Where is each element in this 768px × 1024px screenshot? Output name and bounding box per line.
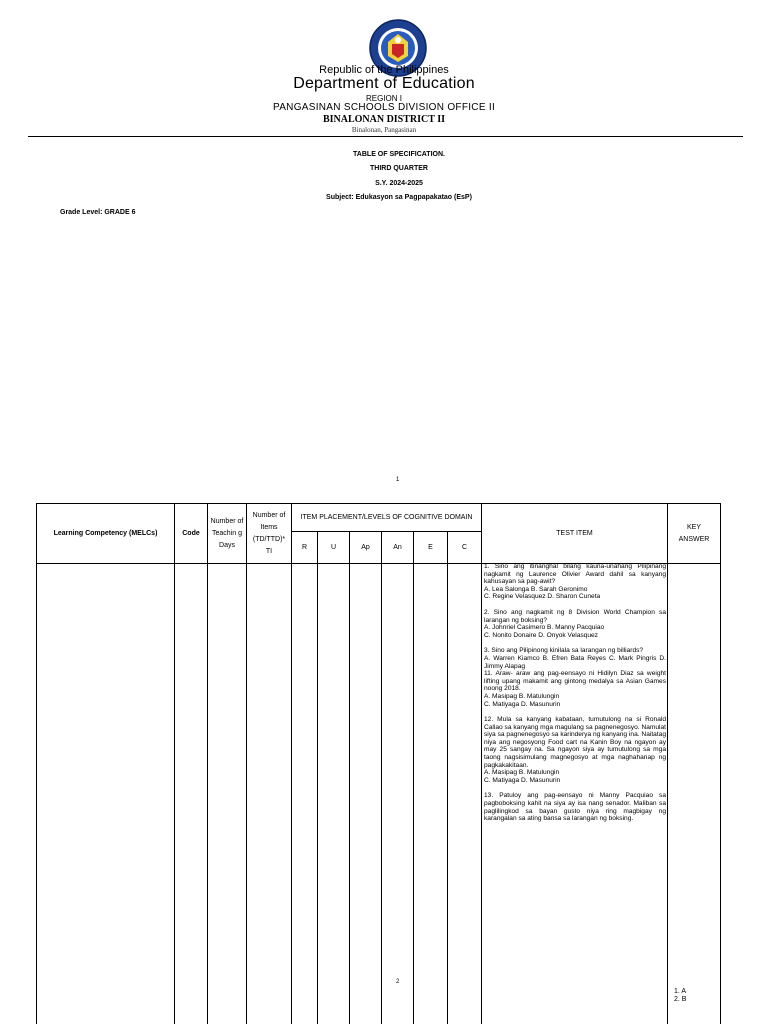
quarter-title: THIRD QUARTER	[370, 165, 428, 172]
level-analyzing: An	[393, 543, 402, 551]
page-number: 1	[396, 477, 400, 483]
col-line	[481, 503, 482, 1024]
doc-title: TABLE OF SPECIFICATION.	[353, 151, 445, 158]
test-items-list	[484, 563, 666, 831]
department-heading: Department of Education	[293, 75, 475, 92]
region-heading: REGION I	[365, 94, 402, 103]
col-line	[174, 503, 175, 1024]
header-item-placement: ITEM PLACEMENT/LEVELS OF COGNITIVE DOMAIN	[300, 513, 473, 521]
col-line	[667, 503, 668, 1024]
level-evaluating: E	[428, 543, 433, 551]
division-heading: PANGASINAN SCHOOLS DIVISION OFFICE II	[272, 102, 496, 113]
level-creating: C	[461, 543, 468, 551]
subject-line: Subject: Edukasyon sa Pagpapakatao (EsP)	[326, 194, 472, 201]
col-line	[317, 531, 318, 1024]
school-year: S.Y. 2024-2025	[375, 180, 423, 187]
header-code: Code	[182, 529, 200, 537]
col-line	[36, 503, 37, 1024]
page-number: 2	[396, 979, 400, 985]
header-divider	[28, 136, 743, 137]
col-line	[447, 531, 448, 1024]
test-item: 12. Mula sa kanyang kabataan, tumutulong na si Ronald Callao sa kanyang mga magulang sa pagnenegosyo. Namulat siya sa pagnenegosyo sa karinderya ng kanyang ina. Naitatag niya ang negosyong Food cart na Kanin Boy na ngayon ay may 25 sangay na. Sa ngayon siya ay tumutulong sa mga taong nagsisimulang magnegosyo at mga naghahanap ng pagkakakitaan. A. Masipag B. Matulungin C. Matiyaga D. Masunurin	[484, 716, 666, 784]
test-item: 3. Sino ang Pilipinong kinilala sa larangan ng billiards? A. Warren Kiamco B. Efren Bata Reyes C. Mark Pingris D. Jimmy Alapag 11. Araw- araw ang pag-eensayo ni Hidilyn Diaz sa weight lifting upang makamit ang gintong medalya sa Asian Games noong 2018. A. Masipag B. Matulungin C. Matiyaga D. Masunurin	[484, 647, 666, 708]
district-heading: BINALONAN DISTRICT II	[322, 114, 446, 125]
republic-heading: Republic of the Philippines	[319, 64, 449, 76]
col-line	[246, 503, 247, 1024]
col-line	[413, 531, 414, 1024]
header-key-answer: KEY ANSWER	[678, 523, 710, 543]
test-item: 13. Patuloy ang pag-eensayo ni Manny Pacquiao sa pagboboksing kahit na siya ay isa nang senador. Maliban sa paglilingkod sa bayan gusto niya ring magbigay ng karangalan sa ating bansa sa larangan ng boksing.	[484, 792, 666, 823]
grade-level: Grade Level: GRADE 6	[60, 209, 136, 216]
col-line	[349, 531, 350, 1024]
col-line	[291, 503, 292, 1024]
col-line	[381, 531, 382, 1024]
level-applying: Ap	[361, 543, 370, 551]
key-answers: 1. A 2. B	[674, 988, 687, 1003]
test-item: 2. Sino ang nagkamit ng 8 Division World Champion sa larangan ng boksing? A. Johnriel Casimero B. Manny Pacquiao C. Nonito Donaire D. Onyok Velasquez	[484, 608, 666, 639]
col-line	[720, 503, 721, 1024]
header-competency: Learning Competency (MELCs)	[53, 529, 158, 537]
header-number-of-items: Number of Items (TD/TTD)* TI	[252, 511, 286, 555]
col-line	[207, 503, 208, 1024]
level-remembering: R	[301, 543, 308, 551]
address-line: Binalonan, Pangasinan	[351, 126, 417, 134]
header-teaching-days: Number of Teachin g Days	[210, 517, 244, 549]
test-item: 1. Sino ang itinanghal bilang kauna-unahang Pilipinang nagkamit ng Laurence Olivier Award dahil sa kanyang kahusayan sa pag-awit? A. Lea Salonga B. Sarah Geronimo C. Regine Velasquez D. Sharon Cuneta	[484, 563, 666, 601]
header-test-item: TEST ITEM	[556, 529, 593, 537]
level-understanding: U	[330, 543, 337, 551]
